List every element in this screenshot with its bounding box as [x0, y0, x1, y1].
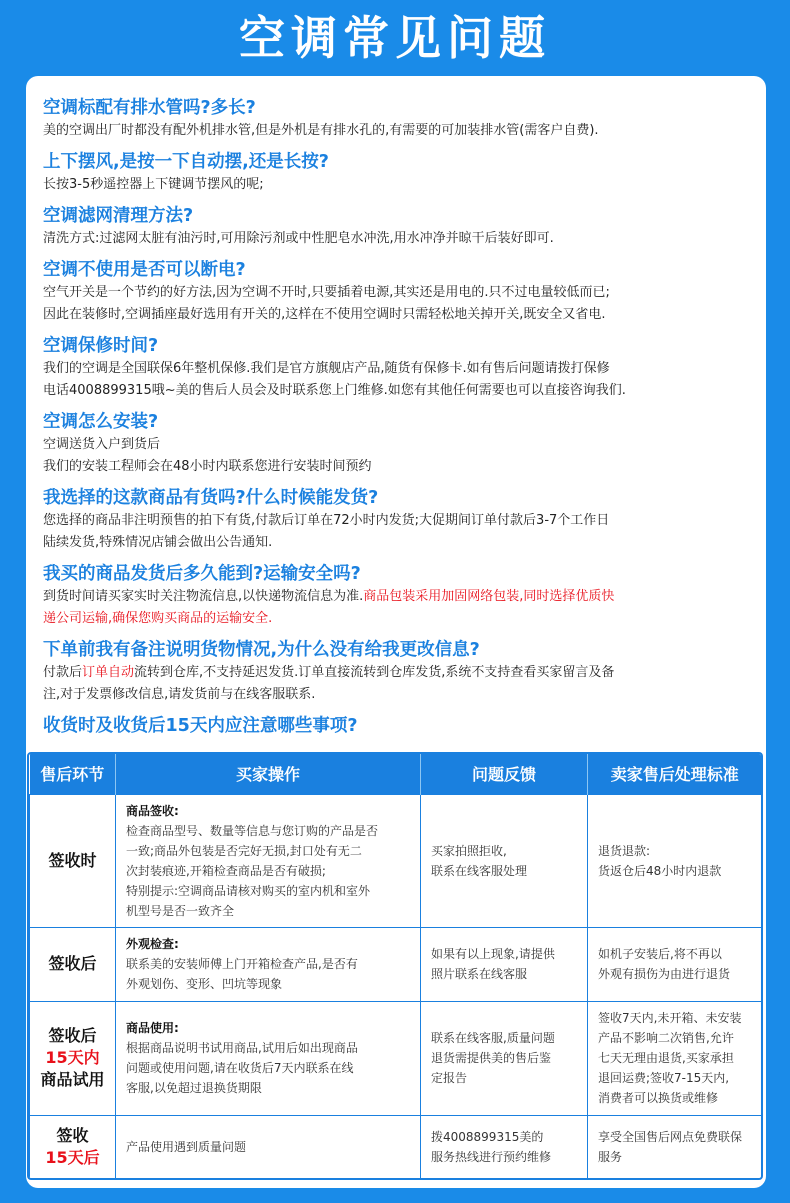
answer-text: 陆续发货,特殊情况店铺会做出公告通知. — [43, 535, 273, 550]
faq-answer-line — [43, 434, 743, 456]
header-feedback: 问题反馈 — [421, 754, 588, 794]
faq-answer-line — [43, 358, 743, 380]
faq-question: 空调怎么安装? — [43, 412, 159, 432]
answer-text: 长按3-5秒遥控器上下键调节摆风的呢; — [43, 177, 264, 192]
faq-item — [43, 258, 743, 326]
buyer-action-line: 产品使用遇到质量问题 — [126, 1140, 247, 1154]
faq-question: 空调滤网清理方法? — [43, 206, 194, 226]
answer-text: 我们的安装工程师会在48小时内联系您进行安装时间预约 — [43, 459, 372, 474]
feedback-line: 拨4008899315美的 — [431, 1130, 544, 1144]
stage-cell — [30, 1115, 116, 1179]
faq-item — [43, 486, 743, 554]
faq-list — [43, 96, 743, 746]
answer-text: 因此在装修时,空调插座最好选用有开关的,这样在不使用空调时只需轻松地关掉开关,既安全又省电. — [43, 307, 606, 322]
buyer-action-line: 一致;商品外包装是否完好无损,封口处有无二 — [126, 843, 362, 858]
table-row — [30, 794, 762, 927]
highlight-text: 订单自动 — [82, 665, 135, 680]
faq-question: 下单前我有备注说明货物情况,为什么没有给我更改信息? — [43, 640, 480, 660]
faq-item — [43, 714, 743, 738]
buyer-action-cell — [116, 927, 421, 1001]
after-sales-table — [27, 752, 763, 1180]
seller-standard-line: 签收7天内,未开箱、未安装 — [598, 1011, 742, 1025]
seller-standard-cell — [588, 1001, 762, 1115]
faq-item — [43, 204, 743, 250]
seller-standard-line: 服务 — [598, 1150, 623, 1164]
seller-standard-line: 享受全国售后网点免费联保 — [598, 1130, 743, 1144]
buyer-action-title: 商品使用: — [126, 1021, 179, 1035]
answer-text: 电话4008899315哦~美的售后人员会及时联系您上门维修.如您有其他任何需要也可以直接咨询我们. — [43, 383, 626, 398]
feedback-line: 买家拍照拒收, — [431, 843, 507, 858]
answer-text: 付款后 — [43, 665, 83, 680]
faq-item — [43, 638, 743, 706]
buyer-action-line: 客服,以免超过退换货期限 — [126, 1081, 262, 1095]
faq-answer-line — [43, 684, 743, 706]
buyer-action-line: 问题或使用问题,请在收货后7天内联系在线 — [126, 1061, 354, 1075]
faq-answer-line — [43, 380, 743, 402]
faq-answer-line — [43, 586, 743, 608]
buyer-action-cell — [116, 1115, 421, 1179]
feedback-cell — [421, 1115, 588, 1179]
faq-answer-line — [43, 304, 743, 326]
seller-standard-line: 消费者可以换货或维修 — [598, 1091, 719, 1105]
faq-question: 空调不使用是否可以断电? — [43, 260, 246, 280]
table-row — [30, 1001, 762, 1115]
buyer-action-line: 机型号是否一致齐全 — [126, 903, 235, 918]
faq-item — [43, 150, 743, 196]
faq-answer-line — [43, 228, 743, 250]
table-header-row — [30, 754, 762, 794]
stage-text: 签收 — [56, 1126, 89, 1145]
header-seller-standard: 卖家售后处理标准 — [588, 754, 762, 794]
buyer-action-line: 特别提示:空调商品请核对购买的室内机和室外 — [126, 883, 371, 898]
buyer-action-cell — [116, 1001, 421, 1115]
stage-text: 签收时 — [48, 850, 97, 870]
faq-answer-line — [43, 282, 743, 304]
buyer-action-line: 外观划伤、变形、凹坑等现象 — [126, 977, 283, 991]
seller-standard-cell — [588, 794, 762, 927]
stage-text: 商品试用 — [40, 1070, 105, 1089]
faq-answer-line — [43, 510, 743, 532]
highlight-text: 递公司运输,确保您购买商品的运输安全. — [43, 611, 273, 626]
faq-question: 我买的商品发货后多久能到?运输安全吗? — [43, 564, 361, 584]
faq-question: 上下摆风,是按一下自动摆,还是长按? — [43, 152, 329, 172]
answer-text: 美的空调出厂时都没有配外机排水管,但是外机是有排水孔的,有需要的可加装排水管(需客户自费). — [43, 123, 599, 138]
faq-answer-line — [43, 608, 743, 630]
seller-standard-line: 退回运费;签收7-15天内, — [598, 1071, 730, 1085]
answer-text: 空气开关是一个节约的好方法,因为空调不开时,只要插着电源,其实还是用电的.只不过电量较低而已; — [43, 285, 610, 300]
seller-standard-line: 七天无理由退货,买家承担 — [598, 1051, 734, 1065]
faq-item — [43, 410, 743, 478]
buyer-action-line: 检查商品型号、数量等信息与您订购的产品是否 — [126, 823, 379, 838]
seller-standard-line: 产品不影响二次销售,允许 — [598, 1031, 734, 1045]
buyer-action-line: 根据商品说明书试用商品,试用后如出现商品 — [126, 1041, 358, 1055]
seller-standard-line: 外观有损伤为由进行退货 — [598, 967, 731, 981]
seller-standard-cell — [588, 1115, 762, 1179]
feedback-cell — [421, 1001, 588, 1115]
stage-cell — [30, 1001, 116, 1115]
faq-question: 我选择的这款商品有货吗?什么时候能发货? — [43, 488, 379, 508]
feedback-line: 联系在线客服,质量问题 — [431, 1031, 555, 1045]
answer-text: 您选择的商品非注明预售的拍下有货,付款后订单在72小时内发货;大促期间订单付款后3-7个工作日 — [43, 513, 610, 528]
buyer-action-line: 次封装痕迹,开箱检查商品是否有破损; — [126, 863, 326, 878]
stage-highlight: 15天内 — [45, 1048, 100, 1067]
faq-question: 收货时及收货后15天内应注意哪些事项? — [43, 716, 358, 736]
stage-text: 签收后 — [48, 954, 97, 973]
feedback-line: 联系在线客服处理 — [431, 863, 528, 878]
feedback-line: 照片联系在线客服 — [431, 967, 528, 981]
stage-highlight: 15天后 — [45, 1148, 100, 1167]
seller-standard-cell — [588, 927, 762, 1001]
feedback-cell — [421, 927, 588, 1001]
stage-cell — [30, 794, 116, 927]
answer-text: 流转到仓库,不支持延迟发货.订单直接流转到仓库发货,系统不支持查看买家留言及备 — [134, 665, 615, 680]
stage-cell — [30, 927, 116, 1001]
buyer-action-cell — [116, 794, 421, 927]
faq-answer-line — [43, 174, 743, 196]
faq-question: 空调标配有排水管吗?多长? — [43, 98, 256, 118]
header-stage: 售后环节 — [30, 754, 116, 794]
answer-text: 到货时间请买家实时关注物流信息,以快递物流信息为准. — [43, 589, 364, 604]
highlight-text: 商品包装采用加固网络包装,同时选择优质快 — [363, 589, 615, 604]
seller-standard-line: 退货退款: — [598, 843, 651, 858]
answer-text: 注,对于发票修改信息,请发货前与在线客服联系. — [43, 687, 316, 702]
feedback-line: 定报告 — [431, 1071, 468, 1085]
stage-text: 签收后 — [48, 1026, 97, 1045]
faq-item — [43, 96, 743, 142]
buyer-action-line: 联系美的安装师傅上门开箱检查产品,是否有 — [126, 957, 358, 971]
faq-answer-line — [43, 120, 743, 142]
faq-item — [43, 334, 743, 402]
faq-item — [43, 562, 743, 630]
faq-answer-line — [43, 456, 743, 478]
answer-text: 清洗方式:过滤网太脏有油污时,可用除污剂或中性肥皂水冲洗,用水冲净并晾干后装好即可. — [43, 231, 554, 246]
answer-text: 空调送货入户到货后 — [43, 437, 161, 452]
feedback-line: 退货需提供美的售后鉴 — [431, 1051, 552, 1065]
header-buyer-action: 买家操作 — [116, 754, 421, 794]
faq-question: 空调保修时间? — [43, 336, 159, 356]
seller-standard-line: 如机子安装后,将不再以 — [598, 947, 722, 961]
feedback-line: 服务热线进行预约维修 — [431, 1150, 552, 1164]
seller-standard-line: 货返仓后48小时内退款 — [598, 863, 722, 878]
faq-answer-line — [43, 662, 743, 684]
feedback-cell — [421, 794, 588, 927]
table-row — [30, 1115, 762, 1179]
page-title: 空调常见问题 — [239, 11, 551, 65]
buyer-action-title: 商品签收: — [126, 803, 179, 818]
feedback-line: 如果有以上现象,请提供 — [431, 947, 555, 961]
faq-answer-line — [43, 532, 743, 554]
buyer-action-title: 外观检查: — [126, 937, 179, 951]
table-row — [30, 927, 762, 1001]
answer-text: 我们的空调是全国联保6年整机保修.我们是官方旗舰店产品,随货有保修卡.如有售后问题请拨打保修 — [43, 361, 610, 376]
